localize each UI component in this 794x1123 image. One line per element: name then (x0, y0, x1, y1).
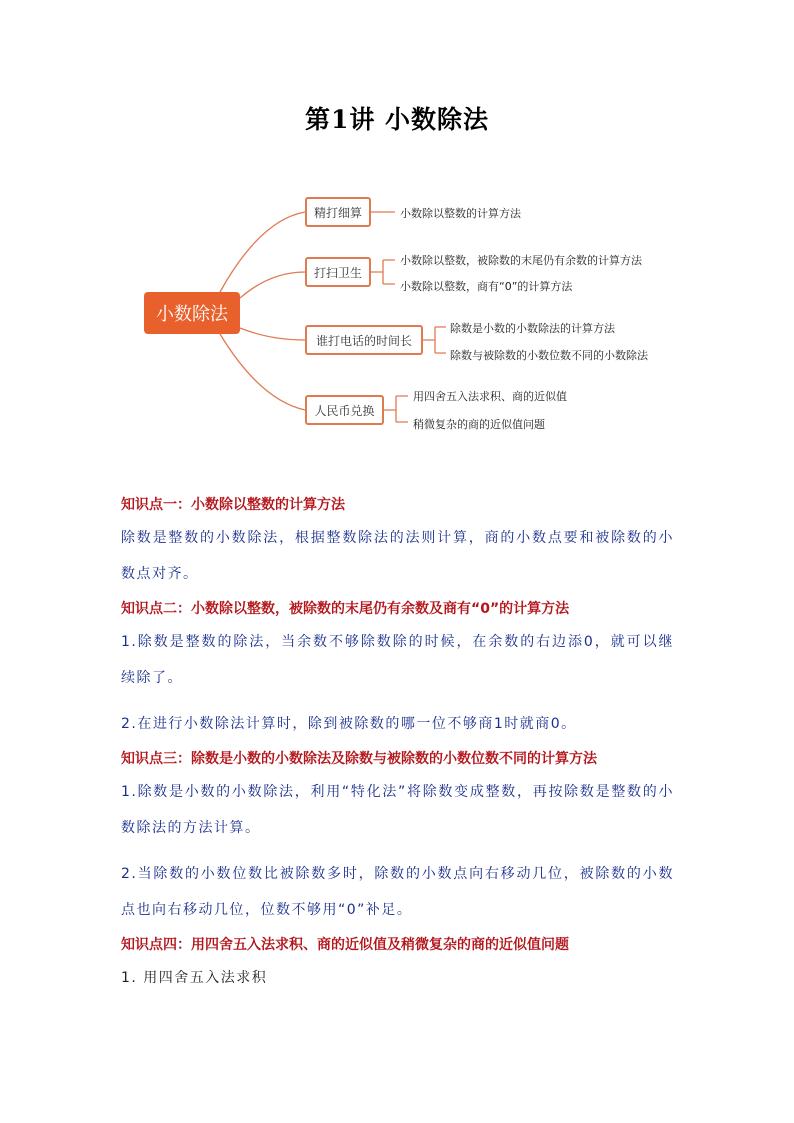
leaf-1-1: 小数除以整数的计算方法 (400, 207, 521, 220)
leaf-3-2: 除数与被除数的小数位数不同的小数除法 (450, 349, 648, 362)
connector-branch-2-leaves (371, 260, 395, 284)
mind-map-root: 小数除法 (144, 292, 240, 334)
leaf-4-1: 用四舍五入法求积、商的近似值 (413, 390, 567, 403)
connector-root-branch-3 (240, 328, 305, 340)
section-paragraph: 除数是整数的小数除法，根据整数除法的法则计算，商的小数点要和被除数的小数点对齐。 (121, 530, 674, 582)
connector-branch-3-leaves (423, 327, 446, 353)
branch-2: 打扫卫生 (305, 257, 371, 287)
section-heading: 知识点二：小数除以整数，被除数的末尾仍有余数及商有“0”的计算方法 (121, 601, 570, 617)
knowledge-content (121, 490, 674, 996)
branch-1: 精打细算 (305, 197, 371, 227)
connector-root-branch-4 (220, 334, 305, 410)
connector-branch-4-leaves (384, 396, 408, 422)
leaf-4-2: 稍微复杂的商的近似值问题 (413, 418, 545, 431)
section-heading: 知识点一：小数除以整数的计算方法 (121, 497, 345, 513)
branch-3: 谁打电话的时间长 (305, 325, 423, 355)
leaf-3-1: 除数是小数的小数除法的计算方法 (450, 322, 615, 335)
mind-map-connectors (0, 180, 794, 440)
connector-root-branch-1 (220, 212, 305, 292)
section-paragraph: 2.在进行小数除法计算时，除到被除数的哪一位不够商1时就商0。 (121, 716, 577, 732)
mind-map (0, 180, 794, 440)
section-heading: 知识点三：除数是小数的小数除法及除数与被除数的小数位数不同的计算方法 (121, 751, 597, 767)
branch-4: 人民币兑换 (305, 395, 384, 425)
page-title: 第1讲 小数除法 (304, 105, 490, 134)
leaf-2-2: 小数除以整数，商有“0”的计算方法 (400, 280, 573, 293)
leaf-2-1: 小数除以整数，被除数的末尾仍有余数的计算方法 (400, 254, 642, 267)
section-paragraph: 1. 用四舍五入法求积 (121, 970, 268, 986)
section-paragraph: 1.除数是小数的小数除法，利用“特化法”将除数变成整数，再按除数是整数的小数除法的方法计算。 (121, 784, 674, 836)
section-heading: 知识点四：用四舍五入法求积、商的近似值及稍微复杂的商的近似值问题 (121, 937, 569, 953)
connector-root-branch-2 (240, 272, 305, 298)
section-paragraph: 2.当除数的小数位数比被除数多时，除数的小数点向右移动几位，被除数的小数点也向右移动几位，位数不够用“0”补足。 (121, 866, 674, 918)
section-paragraph: 1.除数是整数的除法，当余数不够除数除的时候，在余数的右边添0，就可以继续除了。 (121, 634, 674, 686)
